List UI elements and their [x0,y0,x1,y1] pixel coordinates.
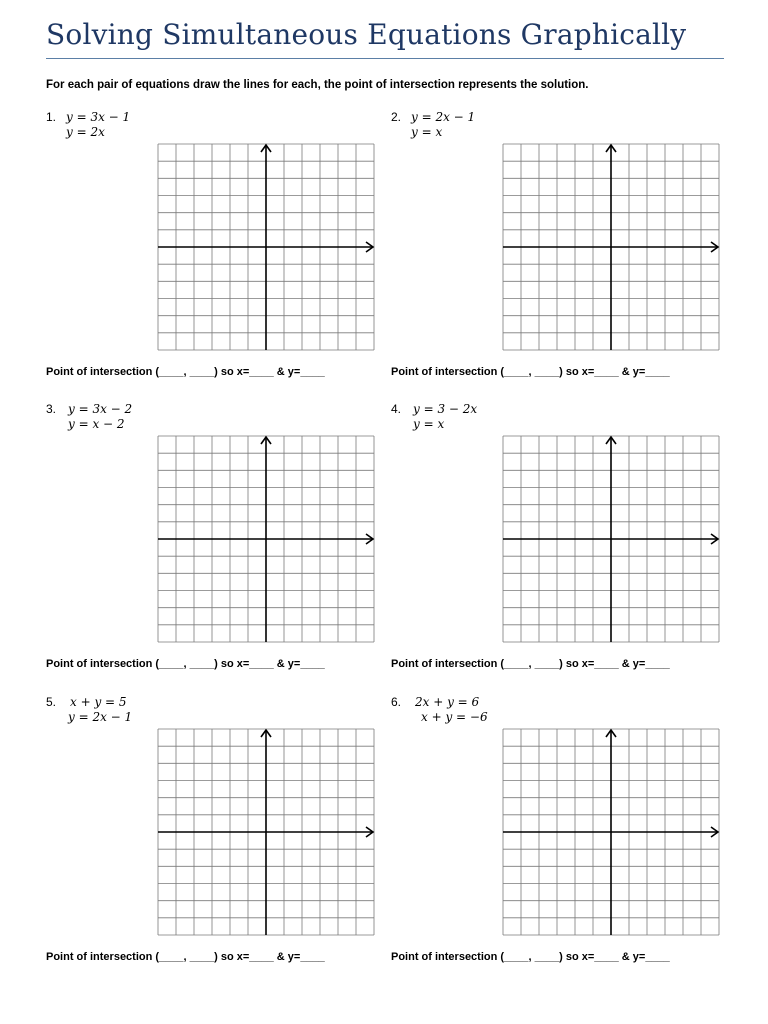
problem-number: 5. [46,695,57,709]
problem-number: 3. [46,402,57,416]
coordinate-grid[interactable] [156,142,376,352]
page-title: Solving Simultaneous Equations Graphically [46,18,687,51]
coordinate-grid[interactable] [156,434,376,644]
problem-number: 1. [46,110,57,124]
equation-1: y = 3x − 1 [66,110,131,124]
coordinate-grid[interactable] [156,727,376,937]
equation-1: x + y = 5 [70,695,127,709]
equation-2: y = 2x − 1 [68,710,133,724]
problem-3 [46,402,386,692]
problem-6 [391,695,731,985]
answer-line[interactable]: Point of intersection (____, ____) so x=____ & y=____ [46,951,325,963]
answer-line[interactable]: Point of intersection (____, ____) so x=____ & y=____ [391,366,670,378]
equation-2: y = x [413,417,445,431]
answer-line[interactable]: Point of intersection (____, ____) so x=____ & y=____ [46,658,325,670]
equation-1: y = 3x − 2 [68,402,133,416]
coordinate-grid[interactable] [501,434,721,644]
equation-1: y = 3 − 2x [413,402,478,416]
equation-2: y = 2x [66,125,105,139]
problem-number: 6. [391,695,402,709]
problem-number: 2. [391,110,402,124]
problem-2 [391,110,731,400]
coordinate-grid[interactable] [501,142,721,352]
answer-line[interactable]: Point of intersection (____, ____) so x=____ & y=____ [391,951,670,963]
instructions-text: For each pair of equations draw the lines for each, the point of intersection represents the solution. [46,79,589,91]
answer-line[interactable]: Point of intersection (____, ____) so x=____ & y=____ [391,658,670,670]
problem-5 [46,695,386,985]
equation-2: y = x [411,125,443,139]
problem-4 [391,402,731,692]
title-divider [46,58,724,59]
equation-1: 2x + y = 6 [415,695,480,709]
equation-2: y = x − 2 [68,417,125,431]
equation-2: x + y = −6 [421,710,488,724]
answer-line[interactable]: Point of intersection (____, ____) so x=____ & y=____ [46,366,325,378]
problem-1 [46,110,386,400]
coordinate-grid[interactable] [501,727,721,937]
problem-number: 4. [391,402,402,416]
equation-1: y = 2x − 1 [411,110,476,124]
